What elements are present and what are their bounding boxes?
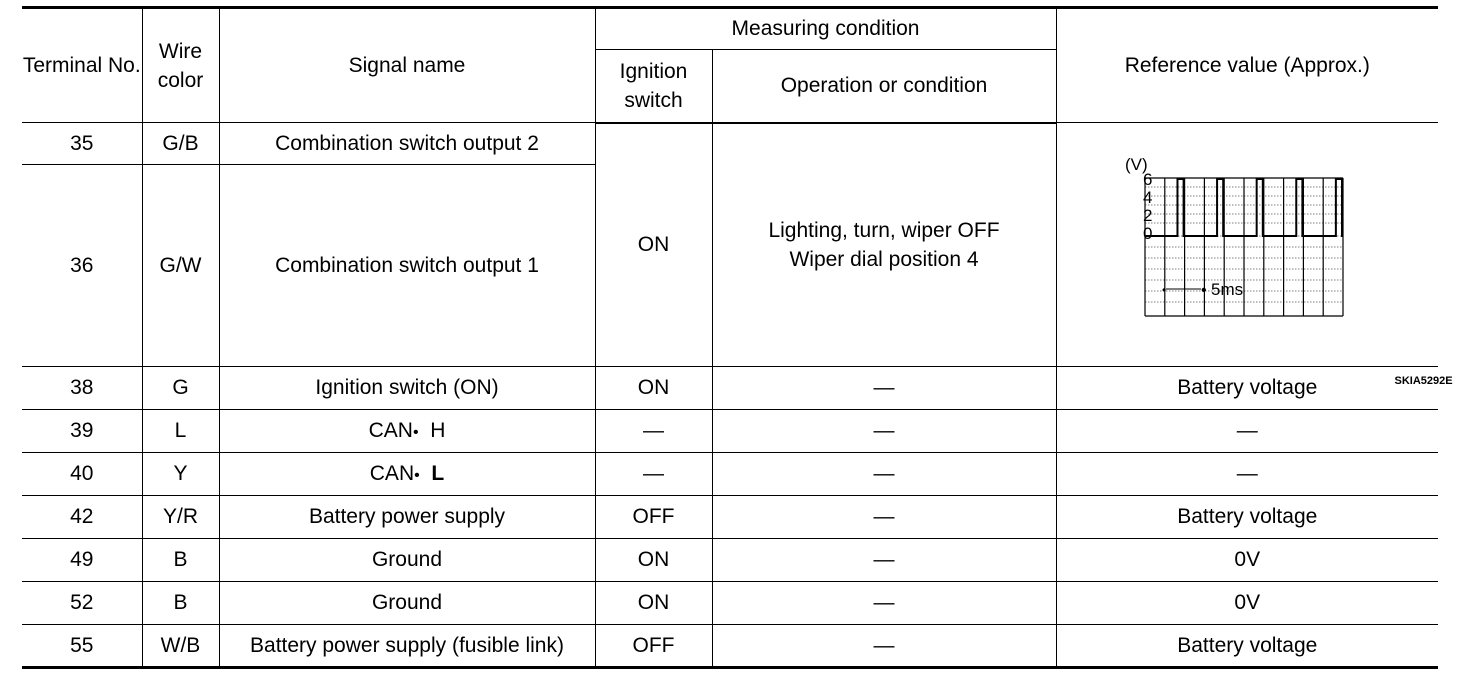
operation-condition: — [712, 367, 1056, 410]
y-tick-label: 6 [1142, 170, 1152, 189]
signal-name: Ground [219, 539, 595, 582]
signal-name: Battery power supply (fusible link) [219, 625, 595, 668]
signal-name: Ignition switch (ON) [219, 367, 595, 410]
waveform-unit: (V) [1124, 156, 1148, 174]
ignition-switch: OFF [595, 625, 712, 668]
table-row [22, 625, 1438, 668]
reference-value: Battery voltage [1056, 367, 1438, 410]
terminal-no: 35 [22, 123, 142, 165]
y-tick-label: 0 [1142, 224, 1152, 243]
operation-condition: — [712, 496, 1056, 539]
reference-value: 0V [1056, 539, 1438, 582]
time-scale-label: • [1200, 282, 1207, 299]
signal-name: Ground [219, 582, 595, 625]
condition-line-1: Lighting, turn, wiper OFF [768, 218, 1000, 242]
wire-color: G/B [142, 123, 219, 165]
operation-condition: — [712, 582, 1056, 625]
waveform-graph [1125, 156, 1387, 356]
signal-name: CAN• H [219, 410, 595, 453]
wire-color: Y [142, 453, 219, 496]
table-row [22, 539, 1438, 582]
terminal-no: 55 [22, 625, 142, 668]
condition-line-2: Wiper dial position 4 [789, 247, 979, 271]
time-scale-value: 5ms [1210, 280, 1243, 299]
y-tick-label: 4 [1142, 188, 1152, 207]
waveform-grid [1142, 178, 1343, 316]
reference-value: 0V [1056, 582, 1438, 625]
terminal-no: 52 [22, 582, 142, 625]
ignition-switch: OFF [595, 496, 712, 539]
ignition-switch: ON [595, 367, 712, 410]
reference-value: — [1056, 410, 1438, 453]
header-ignition-switch: Ignition switch [595, 50, 712, 123]
signal-name: Battery power supply [219, 496, 595, 539]
signal-name: Combination switch output 2 [219, 123, 595, 165]
wire-color: G [142, 367, 219, 410]
reference-value: Battery voltage [1056, 496, 1438, 539]
wire-color: B [142, 539, 219, 582]
terminal-no: 39 [22, 410, 142, 453]
ignition-switch: — [595, 410, 712, 453]
header-signal-name: Signal name [219, 8, 595, 123]
wire-color: L [142, 410, 219, 453]
operation-condition: — [712, 410, 1056, 453]
table-row [22, 367, 1438, 410]
table-row [22, 582, 1438, 625]
wire-color: B [142, 582, 219, 625]
terminal-no: 36 [22, 165, 142, 367]
terminal-no: 49 [22, 539, 142, 582]
table-row [22, 410, 1438, 453]
ignition-switch: ON [595, 582, 712, 625]
terminal-spec-table [22, 6, 1453, 669]
table-row [22, 123, 1438, 165]
operation-condition: — [712, 539, 1056, 582]
wire-color: G/W [142, 165, 219, 367]
header-wire-color: Wire color [142, 8, 219, 123]
terminal-no: 40 [22, 453, 142, 496]
wire-color: Y/R [142, 496, 219, 539]
ignition-switch: — [595, 453, 712, 496]
terminal-no: 38 [22, 367, 142, 410]
operation-condition [712, 123, 1056, 367]
y-tick-label: 2 [1142, 206, 1152, 225]
svg-text:•: • [1161, 283, 1166, 297]
operation-condition: — [712, 625, 1056, 668]
signal-name: Combination switch output 1 [219, 165, 595, 367]
header-reference-value: Reference value (Approx.) [1056, 8, 1438, 123]
operation-condition: — [712, 453, 1056, 496]
reference-value: — [1056, 453, 1438, 496]
signal-name: CAN• L [219, 453, 595, 496]
ignition-switch: ON [595, 539, 712, 582]
terminal-no: 42 [22, 496, 142, 539]
table-row [22, 453, 1438, 496]
wire-color: W/B [142, 625, 219, 668]
header-measuring-condition: Measuring condition [595, 8, 1056, 50]
reference-value: Battery voltage [1056, 625, 1438, 668]
waveform-figure [1124, 156, 1453, 387]
header-operation-condition: Operation or condition [712, 50, 1056, 123]
time-scale-marker [1162, 280, 1243, 299]
figure-code: SKIA5292E [1394, 375, 1453, 387]
table-row [22, 496, 1438, 539]
reference-waveform-cell [1056, 123, 1453, 387]
ignition-switch: ON [595, 123, 712, 367]
header-terminal-no: Terminal No. [22, 8, 142, 123]
